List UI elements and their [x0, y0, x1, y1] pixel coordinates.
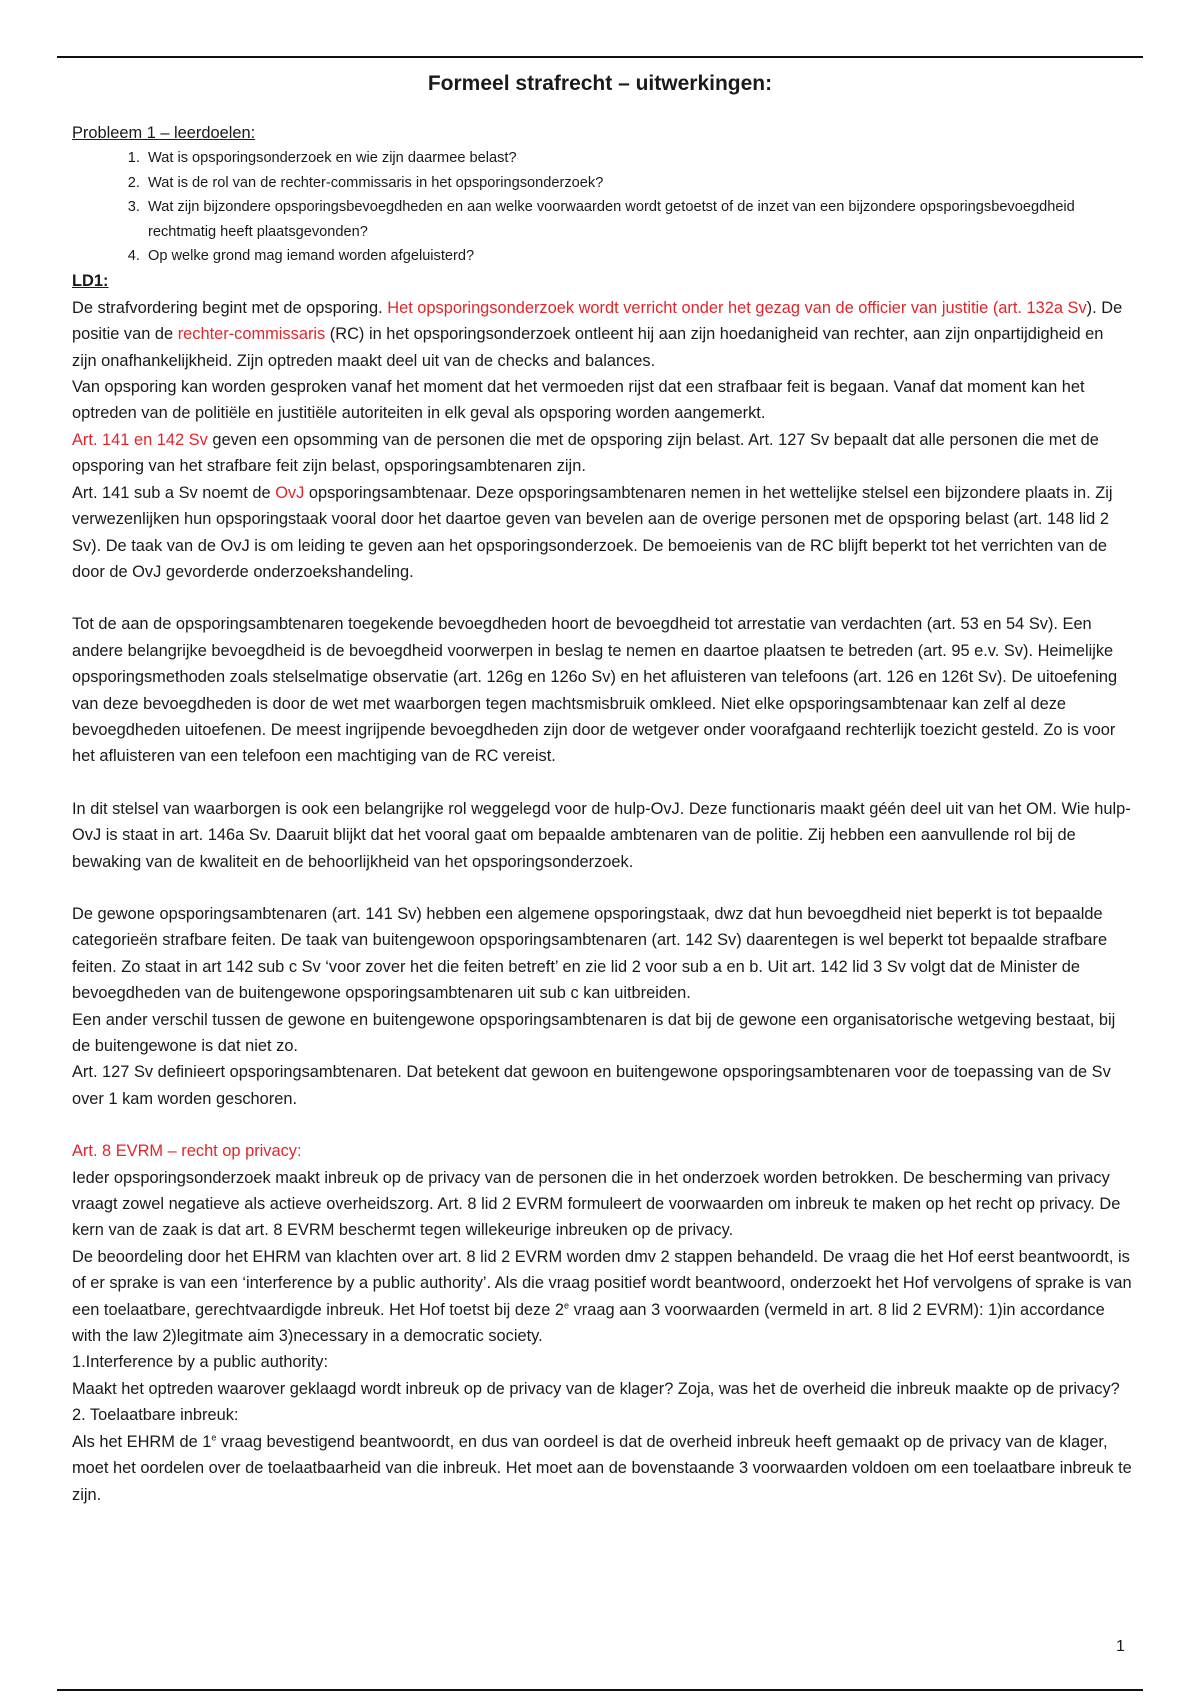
paragraph: De gewone opsporingsambtenaren (art. 141 Sv) hebben een algemene opsporingstaak, dwz dat hun bevoegdheid niet beperkt is tot bepaalde categorieën strafbare feiten. De taak van buitengewoon opsporingsambtenaren (art. 142 Sv) daarentegen is wel beperkt tot bepaalde strafbare feiten. Zo staat in art 142 sub c Sv ‘voor zover het die feiten betreft’ en zie lid 2 voor sub a en b. Uit art. 142 lid 3 Sv volgt dat de Minister de bevoegdheden van de buitengewone opsporingsambtenaren uit sub c kan uitbreiden.	[72, 904, 1108, 1003]
paragraph: Art. 127 Sv definieert opsporingsambtenaren. Dat betekent dat gewoon en buitengewone opsporingsambtenaren voor de toepassing van de Sv over 1 kam worden geschoren.	[72, 1063, 1111, 1108]
document-body	[72, 120, 1132, 1508]
highlight-text: Art. 141 en 142 Sv	[72, 430, 208, 449]
paragraph: Een ander verschil tussen de gewone en buitengewone opsporingsambtenaren is dat bij de gewone een organisatorische wetgeving bestaat, bij de buitengewone is dat niet zo.	[72, 1010, 1116, 1055]
paragraph: De beoordeling door het EHRM van klachten over art. 8 lid 2 EVRM worden dmv 2 stappen behandeld. De vraag die het Hof eerst beantwoordt, is of er sprake is van een ‘interference by a public authority’. Als die vraag positief wordt beantwoord, onderzoekt het Hof vervolgens of sprake is van een toelaatbare, gerechtvaardigde inbreuk. Het Hof toetst bij deze 2e vraag aan 3 voorwaarden (vermeld in art. 8 lid 2 EVRM): 1)in accordance with the law 2)legitmate aim 3)necessary in a democratic society.	[72, 1247, 1132, 1346]
paragraph: Van opsporing kan worden gesproken vanaf het moment dat het vermoeden rijst dat een strafbaar feit is begaan. Vanaf dat moment kan het optreden van de politiële en justitiële autoriteiten in elk geval als opsporing worden aangemerkt.	[72, 378, 1085, 423]
paragraph: Art. 141 sub a Sv noemt de OvJ opsporingsambtenaar. Deze opsporingsambtenaren nemen in het wettelijke stelsel een bijzondere plaats in. Zij verwezenlijken hun opsporingstaak vooral door het daartoe geven van bevelen aan de overige personen met de opsporing belast (art. 148 lid 2 Sv). De taak van de OvJ is om leiding te geven aan het opsporingsonderzoek. De bemoeienis van de RC blijft beperkt tot het verrichten van de door de OvJ gevorderde onderzoekshandeling.	[72, 483, 1113, 581]
ld1-heading: LD1:	[72, 272, 109, 291]
list-item: 3. Wat zijn bijzondere opsporingsbevoegdheden en aan welke voorwaarden wordt getoetst of de inzet van een bijzondere opsporingsbevoegdheid rechtmatig heeft plaatsgevonden?	[144, 195, 1132, 244]
learning-goals-list	[72, 146, 1132, 268]
highlight-text: rechter-commissaris	[177, 325, 326, 344]
highlight-text: Het opsporingsonderzoek wordt verricht onder het gezag van de officier van justitie (art. 132a Sv	[387, 298, 1087, 317]
evrm-heading: Art. 8 EVRM – recht op privacy:	[72, 1142, 302, 1161]
paragraph: De strafvordering begint met de opsporing. Het opsporingsonderzoek wordt verricht onder het gezag van de officier van justitie (art. 132a Sv). De positie van de rechter-commissaris (RC) in het opsporingsonderzoek ontleent hij aan zijn hoedanigheid van rechter, aan zijn onpartijdigheid en zijn onafhankelijkheid. Zijn optreden maakt deel uit van de checks and balances.	[72, 298, 1123, 370]
list-item: 2. Wat is de rol van de rechter-commissaris in het opsporingsonderzoek?	[144, 171, 1132, 195]
header-rule	[57, 56, 1143, 58]
paragraph: Maakt het optreden waarover geklaagd wordt inbreuk op de privacy van de klager? Zoja, was het de overheid die inbreuk maakte op de privacy?	[72, 1379, 1120, 1398]
problem-heading: Probleem 1 – leerdoelen:	[72, 124, 256, 142]
highlight-text: OvJ	[275, 483, 305, 502]
document-title: Formeel strafrecht – uitwerkingen:	[427, 72, 773, 95]
page-number: 1	[1116, 1638, 1125, 1655]
paragraph: Als het EHRM de 1e vraag bevestigend beantwoordt, en dus van oordeel is dat de overheid inbreuk heeft gemaakt op de privacy van de klager, moet het oordelen over de toelaatbaarheid van die inbreuk. Het moet aan de bovenstaande 3 voorwaarden voldoen om een toelaatbare inbreuk te zijn.	[72, 1432, 1132, 1504]
paragraph: Tot de aan de opsporingsambtenaren toegekende bevoegdheden hoort de bevoegdheid tot arrestatie van verdachten (art. 53 en 54 Sv). Een andere belangrijke bevoegdheid is de bevoegdheid voorwerpen in beslag te nemen en daartoe plaatsen te betreden (art. 95 e.v. Sv). Heimelijke opsporingsmethoden zoals stelselmatige observatie (art. 126g en 126o Sv) en het afluisteren van telefoons (art. 126 en 126t Sv). De uitoefening van deze bevoegdheden is door de wet met waarborgen tegen machtsmisbruik omkleed. Niet elke opsporingsambtenaar kan zelf al deze bevoegdheden uitoefenen. De meest ingrijpende bevoegdheden zijn door de wetgever onder voorafgaand rechterlijk toezicht gesteld. Zo is voor het afluisteren van een telefoon een machtiging van de RC vereist.	[72, 615, 1118, 766]
list-item: 4. Op welke grond mag iemand worden afgeluisterd?	[144, 244, 1132, 268]
subheading: 2. Toelaatbare inbreuk:	[72, 1406, 239, 1425]
footer-rule	[57, 1689, 1143, 1691]
paragraph: Ieder opsporingsonderzoek maakt inbreuk op de privacy van de personen die in het onderzoek worden betrokken. De bescherming van privacy vraagt zowel negatieve als actieve overheidszorg. Art. 8 lid 2 EVRM formuleert de voorwaarden om inbreuk te maken op het recht op privacy. De kern van de zaak is dat art. 8 EVRM beschermt tegen willekeurige inbreuken op de privacy.	[72, 1168, 1121, 1240]
paragraph: In dit stelsel van waarborgen is ook een belangrijke rol weggelegd voor de hulp-OvJ. Deze functionaris maakt géén deel uit van het OM. Wie hulp-OvJ is staat in art. 146a Sv. Daaruit blijkt dat het vooral gaat om bepaalde ambtenaren van de politie. Zij hebben een aanvullende rol bij de bewaking van de kwaliteit en de behoorlijkheid van het opsporingsonderzoek.	[72, 799, 1131, 871]
paragraph: Art. 141 en 142 Sv geven een opsomming van de personen die met de opsporing zijn belast. Art. 127 Sv bepaalt dat alle personen die met de opsporing van het strafbare feit zijn belast, opsporingsambtenaren zijn.	[72, 430, 1099, 476]
list-item: 1. Wat is opsporingsonderzoek en wie zijn daarmee belast?	[144, 146, 1132, 170]
subheading: 1.Interference by a public authority:	[72, 1353, 329, 1372]
